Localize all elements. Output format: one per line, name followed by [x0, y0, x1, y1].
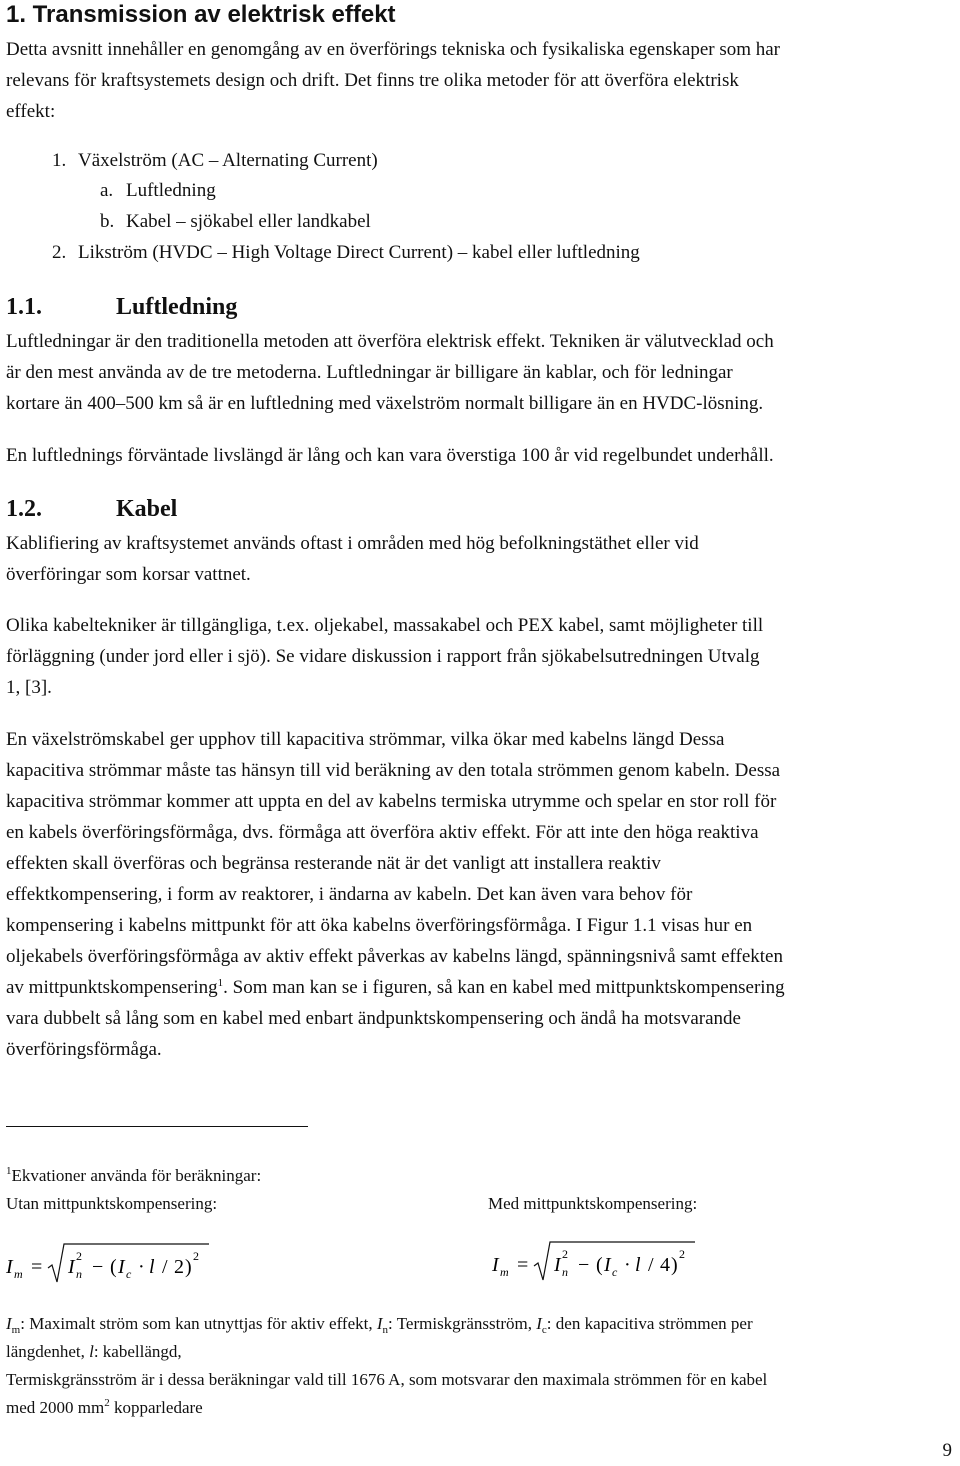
section-number: 1.2.: [6, 496, 42, 522]
eq-operator: /: [162, 1256, 168, 1278]
eq-operator: −: [92, 1256, 104, 1278]
body-paragraph: [6, 440, 956, 471]
text-line: vara dubbelt så lång som en kabel med enbart ändpunktskompensering och ändå ha motsvarande: [6, 1008, 741, 1029]
text-line: En växelströmskabel ger upphov till kapacitiva strömmar, vilka ökar med kabelns längd Dessa: [6, 729, 725, 750]
symbol: I: [6, 1314, 12, 1333]
text-line: kapacitiva strömmar måste tas hänsyn till vid beräkning av den totala strömmen genom kabeln. Dessa: [6, 760, 781, 781]
footnote-marker: 1: [6, 1165, 12, 1177]
text-line: kortare än 400–500 km så är en luftledning med växelström normalt billigare än en HVDC-lösning.: [6, 393, 764, 414]
footnote-note: Termiskgränsström är i dessa beräkningar vald till 1676 A, som motsvarar den maximala strömmen för en kabel: [6, 1370, 768, 1389]
text-line: Olika kabeltekniker är tillgängliga, t.ex. oljekabel, massakabel och PEX kabel, samt möjligheter till: [6, 615, 764, 636]
chapter-heading: 1. Transmission av elektrisk effekt: [6, 1, 396, 28]
eq-symbol: I: [6, 1256, 13, 1278]
list-item: [52, 237, 640, 268]
text-line: effektkompensering, i form av reaktorer, i ändarna av kabeln. Det kan även vara behov för: [6, 884, 693, 905]
list-marker: 2.: [52, 242, 67, 263]
list-item-text: Luftledning: [126, 180, 216, 201]
text-line: En luftlednings förväntade livslängd är lång och kan vara överstiga 100 år vid regelbundet underhåll.: [6, 445, 774, 466]
eq-superscript: 2: [679, 1247, 685, 1261]
eq-paren: (: [110, 1256, 117, 1278]
footnote-definitions-cont: längdenhet, l: kabellängd,: [6, 1342, 182, 1361]
list-item: [100, 175, 216, 206]
page-number: 9: [942, 1440, 952, 1461]
eq-paren: ): [671, 1254, 678, 1276]
text-run: . Som man kan se i figuren, så kan en kabel med mittpunktskompensering: [223, 977, 785, 998]
text-line: relevans för kraftsystemets design och drift. Det finns tre olika metoder för att överföra elektrisk: [6, 70, 739, 91]
eq-operator: ·: [138, 1256, 145, 1278]
list-item-text: Kabel – sjökabel eller landkabel: [126, 211, 371, 232]
text-line: [6, 972, 956, 1003]
eq-operator: =: [517, 1254, 529, 1276]
text-line: överföringar som korsar vattnet.: [6, 564, 251, 585]
footnote-separator: [6, 1126, 308, 1127]
text-line: effekten skall överföras och begränsa resterande nät är det vanligt att installera reaktiv: [6, 853, 661, 874]
text-line: en kabels överföringsförmåga, dvs. förmåga att överföra aktiv effekt. För att inte den höga reaktiva: [6, 822, 759, 843]
symbol: I: [536, 1314, 542, 1333]
text-line: Luftledningar är den traditionella metoden att överföra elektrisk effekt. Tekniken är välutvecklad och: [6, 331, 774, 352]
list-item-text: Växelström (AC – Alternating Current): [78, 150, 378, 171]
list-item: [100, 206, 371, 237]
eq-subscript: c: [612, 1265, 618, 1279]
footnote-title: $^1$Ekvationer använda för beräkningar:: [6, 1165, 262, 1185]
intro-paragraph: [6, 34, 956, 127]
body-paragraph: [6, 724, 956, 1065]
symbol-subscript: c: [541, 1324, 547, 1336]
equation-with-midpoint: [490, 1236, 700, 1286]
eq-operator: =: [31, 1256, 43, 1278]
equation-without-midpoint: [4, 1238, 214, 1288]
eq-superscript: 2: [193, 1249, 199, 1263]
footnote-note-cont: med 2000 $mm^2$ kopparledare: [6, 1397, 203, 1417]
footnote-ref: 1: [217, 977, 224, 989]
list-item: [52, 145, 378, 176]
eq-subscript: n: [76, 1267, 82, 1281]
eq-operator: ·: [624, 1254, 631, 1276]
list-marker: 1.: [52, 150, 67, 171]
list-marker: b.: [100, 211, 115, 232]
eq-subscript: c: [126, 1267, 132, 1281]
eq-operator: /: [648, 1254, 654, 1276]
symbol-subscript: n: [382, 1324, 389, 1336]
body-paragraph: [6, 610, 956, 703]
text-line: kompensering i kabelns mittpunkt för att öka kabelns överföringsförmåga. I Figur 1.1 visas hur en: [6, 915, 753, 936]
symbol: l: [89, 1342, 94, 1361]
section-heading: [6, 494, 177, 524]
eq-symbol: I: [118, 1256, 125, 1278]
footnote-definitions: $I_m$: Maximalt ström som kan utnyttjas för aktiv effekt, $I_n$: Termiskgränsström, $I_c$: den kapacitiva strömmen per: [6, 1314, 753, 1336]
eq-superscript: 2: [562, 1247, 568, 1261]
eq-operator: −: [578, 1254, 590, 1276]
eq-symbol: I: [68, 1256, 75, 1278]
eq-symbol: I: [604, 1254, 611, 1276]
text-line: effekt:: [6, 101, 56, 122]
section-number: 1.1.: [6, 294, 42, 320]
text-run: av mittpunktskompensering: [6, 977, 218, 998]
eq-symbol: l: [149, 1256, 155, 1278]
list-marker: a.: [100, 180, 114, 201]
eq-superscript: 2: [76, 1249, 82, 1263]
text-line: Kablifiering av kraftsystemet används oftast i områden med hög befolkningstäthet eller vid: [6, 533, 699, 554]
section-title: Kabel: [116, 496, 178, 522]
body-paragraph: [6, 528, 956, 590]
text-line: är den mest använda av de tre metoderna. Luftledningar är billigare än kablar, och för ledningar: [6, 362, 733, 383]
eq-subscript: n: [562, 1265, 568, 1279]
footnote-label-right: Med mittpunktskompensering:: [488, 1194, 698, 1213]
footnote-label-left: Utan mittpunktskompensering:: [6, 1194, 218, 1213]
section-heading: [6, 292, 237, 322]
text-line: överföringsförmåga.: [6, 1039, 162, 1060]
eq-symbol: l: [635, 1254, 641, 1276]
eq-number: 2: [174, 1256, 184, 1278]
symbol-subscript: m: [11, 1324, 21, 1336]
text-line: kapacitiva strömmar kommer att uppta en del av kabelns termiska utrymme och spelar en stor roll för: [6, 791, 777, 812]
eq-paren: (: [596, 1254, 603, 1276]
text-line: oljekabels överföringsförmåga av aktiv effekt påverkas av kabelns längd, spänningsnivå samt effekten: [6, 946, 783, 967]
text-line: Detta avsnitt innehåller en genomgång av en överförings tekniska och fysikaliska egenskaper som har: [6, 39, 781, 60]
text-line: förläggning (under jord eller i sjö). Se vidare diskussion i rapport från sjökabelsutredningen Utvalg: [6, 646, 760, 667]
symbol: I: [376, 1314, 383, 1333]
section-title: Luftledning: [116, 294, 238, 320]
eq-subscript: m: [14, 1267, 23, 1281]
list-item-text: Likström (HVDC – High Voltage Direct Current) – kabel eller luftledning: [78, 242, 640, 263]
eq-subscript: m: [500, 1265, 509, 1279]
eq-symbol: I: [554, 1254, 561, 1276]
eq-paren: ): [185, 1256, 192, 1278]
eq-symbol: I: [492, 1254, 499, 1276]
body-paragraph: [6, 326, 956, 419]
eq-number: 4: [660, 1254, 670, 1276]
text-line: 1, [3].: [6, 677, 52, 698]
